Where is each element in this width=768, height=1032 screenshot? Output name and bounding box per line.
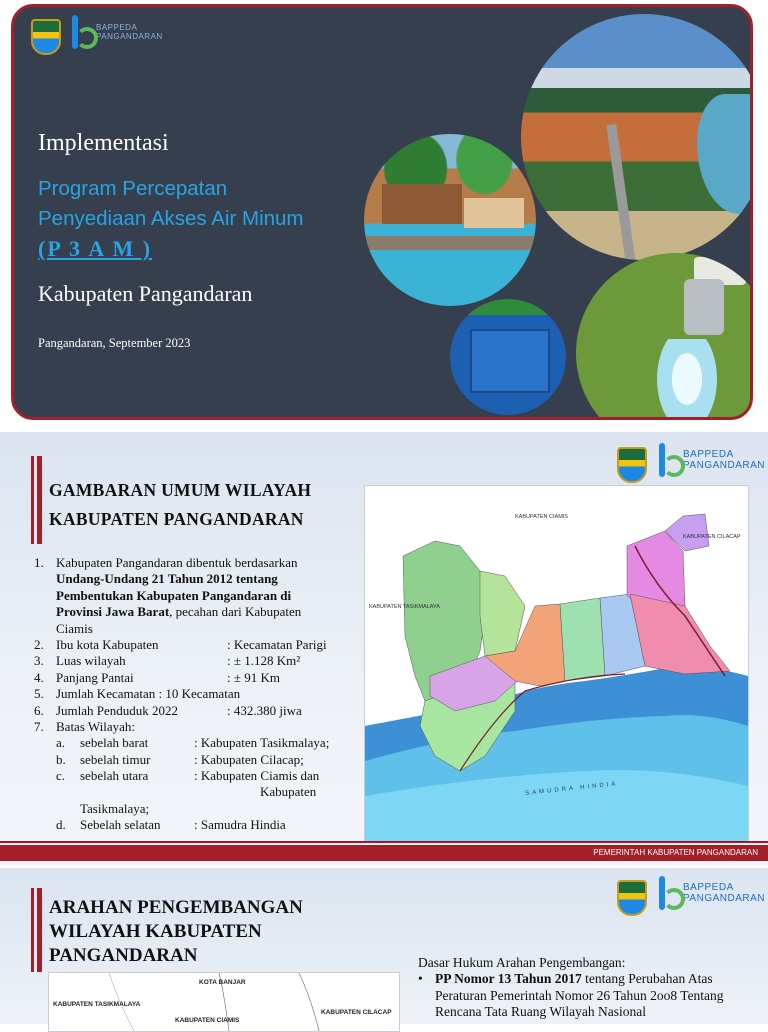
bappeda-logo-2 [655,443,765,477]
coastal-city-photo [521,14,753,260]
map-label-ocean: SAMUDRA HINDIA [524,781,619,797]
bappeda-logo-text-5: BAPPEDA [683,882,734,893]
overview-title-line-2: KABUPATEN PANGANDARAN [49,509,304,529]
development-map [48,972,400,1032]
bappeda-logo-text-6: PANGANDARAN [683,893,765,904]
bappeda-logo-text-3: BAPPEDA [683,449,734,460]
development-title-line-3: PANGANDARAN [49,945,198,966]
law-reference-2: Pembentukan Kabupaten Pangandaran di [56,587,292,603]
development-title [49,896,303,968]
slide-title [0,0,768,430]
title-accent-bar-3 [31,888,34,972]
overview-facts-list: 1. Kabupaten Pangandaran dibentuk berdasarkan Undang-Undang 21 Tahun 2012 tentang Pembentukan Kabupaten Pangandaran di Provinsi Jawa Barat, pecahan dari Kabupaten Ciamis 2. Ibu kota Kabupaten : Kecamatan Parigi 3. Luas wilayah : ± 1.128 Km² 4. Panjang Pantai : ± 91 Km 5. Jumlah Kecamatan : 10 Kecamatan 6. Jumlah Penduduk 2022 : 432.380 jiwa 7. Batas Wilayah: a. sebelah barat : Kabupaten Tasikmalaya; b. sebelah timur : Kabupaten Cilacap; c. sebelah utara : Kabupaten Ciamis dan Kabupaten Tasikmalaya; d. Sebelah selatan : Samudra Hindia [34,555,364,834]
list-item: 1. Kabupaten Pangandaran dibentuk berdasarkan [34,555,298,570]
map-label-banjar: KOTA BANJAR [199,979,246,986]
border-item: b. sebelah timur : Kabupaten Cilacap; [56,751,304,767]
program-title-line-2: Penyediaan Akses Air Minum [38,207,304,230]
footer-text: PEMERINTAH KABUPATEN PANGANDARAN [593,848,758,857]
bappeda-mark-icon [68,15,92,49]
list-item: 3. Luas wilayah : ± 1.128 Km² [34,653,301,669]
map-label-cilacap-2: KABUPATEN CILACAP [321,1009,392,1016]
list-item: 2. Ibu kota Kabupaten : Kecamatan Parigi [34,636,327,652]
title-accent-bar [31,456,34,544]
program-title-line-1: Program Percepatan [38,177,228,200]
regulation-number: PP Nomor 13 Tahun 2017 [435,971,582,986]
program-title [38,174,368,234]
presentation-date: Pangandaran, September 2023 [38,336,191,350]
development-title-line-2: WILAYAH KABUPATEN [49,921,262,942]
title-accent-bar-4 [37,888,42,972]
slide-heading: Implementasi [38,130,169,156]
bappeda-logo [68,15,163,49]
water-tap-photo [576,253,753,420]
list-item: 4. Panjang Pantai : ± 91 Km [34,669,280,685]
law-reference-3: Provinsi Jawa Barat [56,604,170,620]
overview-title-line-1: GAMBARAN UMUM WILAYAH [49,480,312,500]
list-item: 5. Jumlah Kecamatan : 10 Kecamatan [34,686,241,702]
list-item: 7. Batas Wilayah: [34,718,136,734]
map-label-cilacap: KABUPATEN CILACAP [683,534,741,540]
development-title-line-1: ARAHAN PENGEMBANGAN [49,897,303,918]
border-item: d. Sebelah selatan : Samudra Hindia [56,817,286,833]
regulation-description: tentang Perubahan Atas Peraturan Pemerintah Nomor 26 Tahun 2oo8 Tentang Rencana Tata Ruang Wilayah Nasional [435,971,724,1019]
regency-crest-logo [31,19,61,55]
program-acronym: (P 3 A M ) [38,236,153,261]
legal-basis-heading: Dasar Hukum Arahan Pengembangan: [418,955,626,970]
bappeda-logo-text-4: PANGANDARAN [683,460,765,471]
map-label-tasikmalaya-2: KABUPATEN TASIKMALAYA [53,1001,141,1008]
resort-pool-photo [364,134,536,306]
title-accent-bar-2 [37,456,42,544]
map-label-tasikmalaya: KABUPATEN TASIKMALAYA [369,604,440,610]
bappeda-logo-text-2: PANGANDARAN [96,32,163,41]
bappeda-logo-text-1: BAPPEDA [96,23,138,32]
region-name: Kabupaten Pangandaran [38,281,253,306]
bappeda-logo-3 [655,876,765,910]
border-item: a. sebelah barat : Kabupaten Tasikmalaya; [56,735,330,751]
regency-crest-logo-3 [617,880,647,916]
border-item: c. sebelah utara : Kabupaten Ciamis dan [56,768,320,784]
map-label-ciamis-2: KABUPATEN CIAMIS [175,1017,240,1024]
bappeda-mark-icon-3 [655,876,679,910]
slide-footer [0,845,768,861]
bullet-icon: • [418,971,423,986]
overview-title [49,476,311,534]
list-item: 6. Jumlah Penduduk 2022 : 432.380 jiwa [34,702,302,718]
regency-crest-logo-2 [617,447,647,483]
map-label-ciamis: KABUPATEN CIAMIS [515,514,568,520]
bappeda-mark-icon-2 [655,443,679,477]
water-tank-photo [450,299,566,415]
regency-map [364,485,749,842]
law-reference: Undang-Undang 21 Tahun 2012 tentang [56,571,278,587]
